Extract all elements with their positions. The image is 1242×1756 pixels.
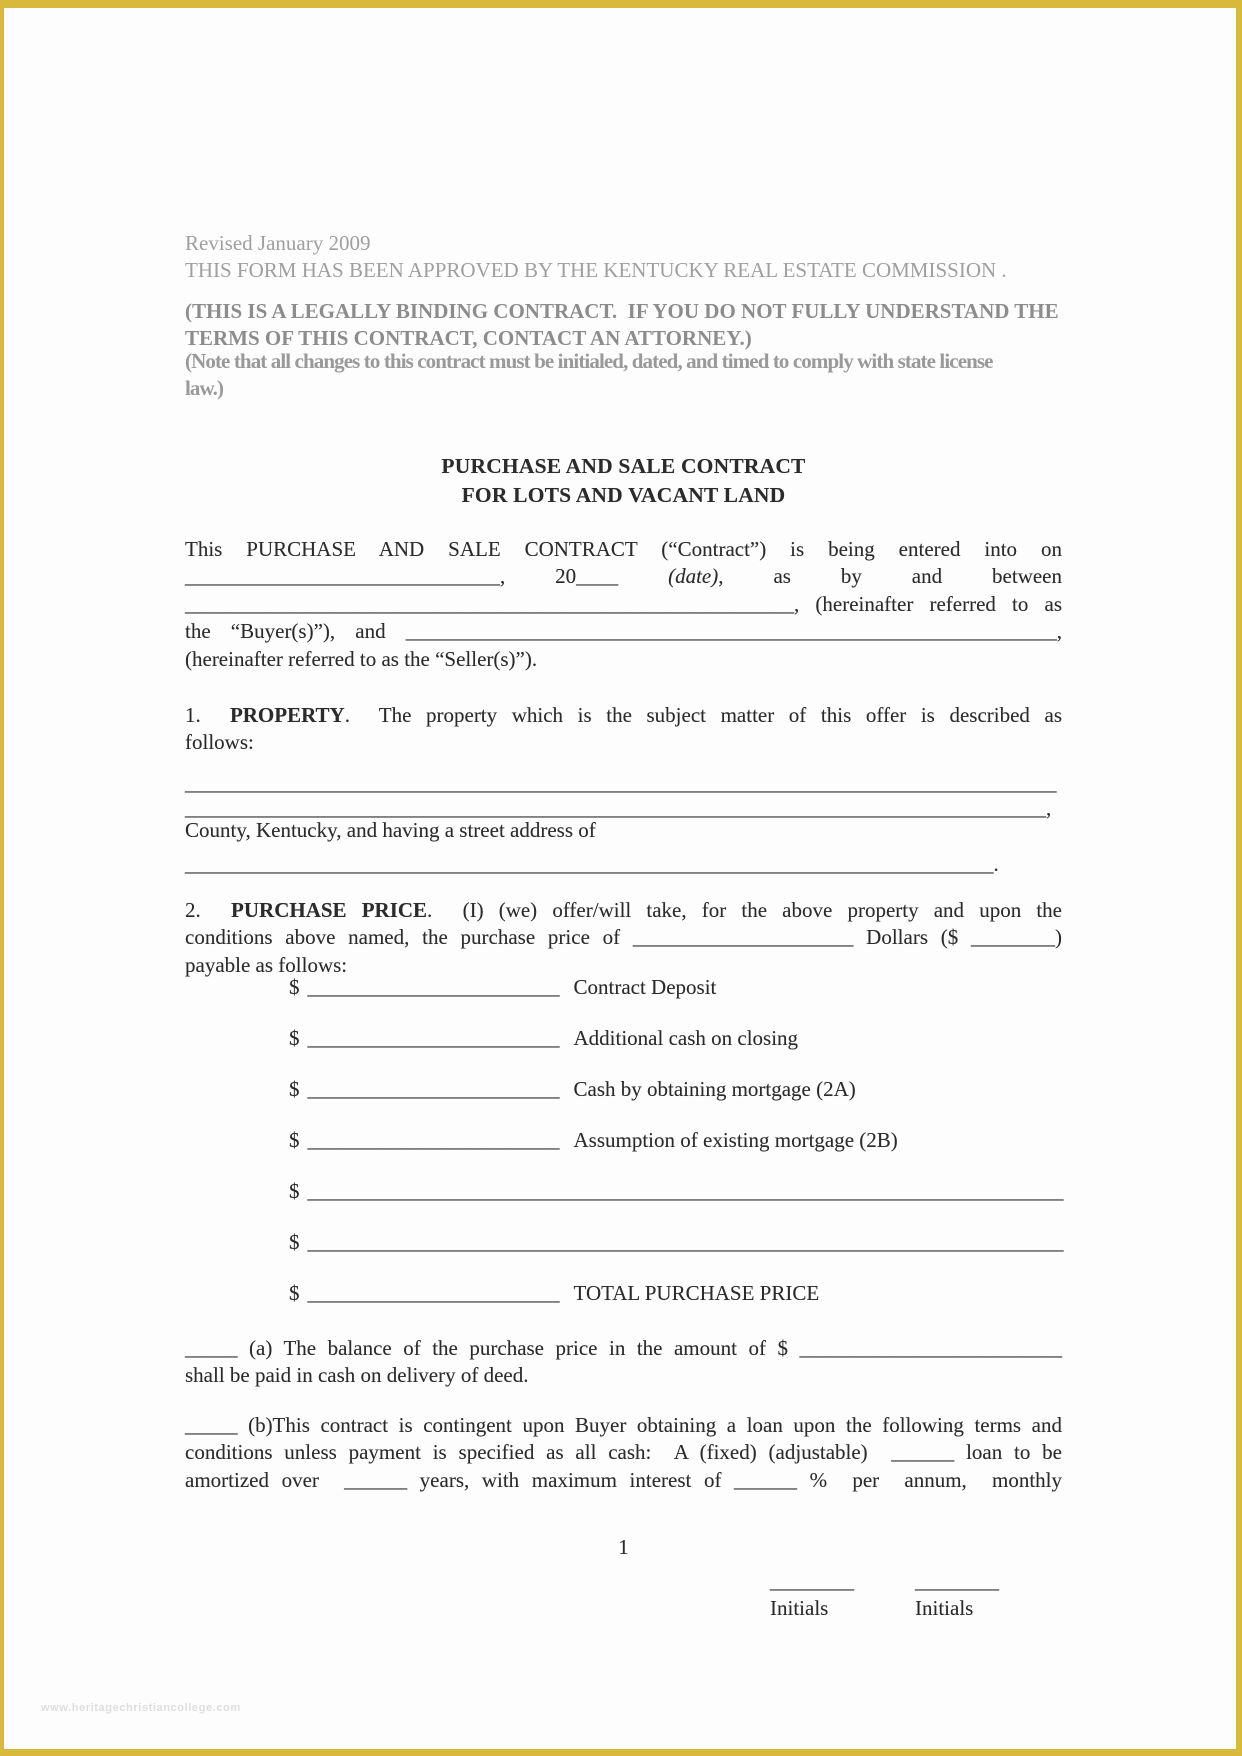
watermark-url: www.heritagechristiancollege.com: [41, 1702, 241, 1714]
blank-field: ________________________: [307, 1026, 560, 1050]
text-line: [185, 1127, 1062, 1178]
text-line: [185, 729, 1062, 756]
initials-label: Initials: [770, 1596, 829, 1620]
text-segment: (hereinafter referred to as the “Seller(s)”).: [185, 646, 538, 671]
text-line: [185, 591, 1062, 618]
text-segment: follows:: [185, 730, 254, 755]
text-line: [185, 1439, 1062, 1466]
text-segment: $: [289, 1077, 300, 1101]
blank-field: ________________________: [307, 1128, 560, 1152]
text-segment: THIS FORM HAS BEEN APPROVED BY THE KENTUCKY REAL ESTATE COMMISSION .: [185, 258, 1007, 283]
section-2-purchase-price: [185, 897, 1062, 979]
text-line: [185, 481, 1062, 510]
page-number: 1: [618, 1535, 629, 1559]
blank-field: ________________________: [307, 1281, 560, 1305]
document-title: [185, 452, 1062, 509]
text-line: [185, 452, 1062, 481]
section-1-property: [185, 702, 1062, 757]
text-segment: Contract Deposit: [573, 975, 717, 999]
blank-field: ________________________: [307, 975, 560, 999]
text-segment: $: [289, 1179, 300, 1203]
text-segment: FOR LOTS AND VACANT LAND: [461, 482, 786, 507]
property-blank-line-3: _____________________________________________________________________________.: [185, 852, 999, 876]
text-segment: __________________________________________________________, (hereinafter referred to as: [185, 591, 1062, 616]
text-segment: 1.: [185, 703, 230, 727]
text-segment: shall be paid in cash on delivery of deed.: [185, 1363, 529, 1388]
text-line: [185, 230, 1062, 257]
clause-a-balance: [185, 1335, 1062, 1390]
text-line: [185, 1362, 1062, 1389]
text-line: [185, 536, 1062, 563]
text-segment: . (I) (we) offer/will take, for the above property and upon the: [427, 898, 1063, 922]
intro-paragraph: [185, 536, 1062, 673]
text-segment: amortized over ______ years, with maximum interest of ______ % per annum, monthly: [185, 1467, 1062, 1492]
property-blank-line-2: __________________________________________________________________________________,: [185, 796, 1052, 820]
text-segment: _____ (b)This contract is contingent upon Buyer obtaining a loan upon the following terms and: [185, 1413, 1062, 1437]
text-segment: This PURCHASE AND SALE CONTRACT (“Contract”) is being entered into on: [185, 537, 1062, 561]
text-line: [185, 618, 1062, 645]
text-line: [185, 563, 1062, 590]
payment-schedule: [185, 974, 1062, 1331]
text-segment: . The property which is the subject matter of this offer is described as: [344, 703, 1062, 727]
text-line: [185, 1178, 1062, 1229]
text-segment: , as by and between: [718, 564, 1063, 589]
text-line: [185, 1467, 1062, 1494]
text-line: [185, 1280, 1062, 1331]
text-line: [185, 924, 1062, 951]
property-blank-line-1: ___________________________________________________________________________________: [185, 771, 1057, 795]
text-segment: $: [289, 1230, 300, 1254]
text-segment: $: [289, 1281, 300, 1305]
text-segment: TOTAL PURCHASE PRICE: [573, 1281, 820, 1305]
text-segment: Revised January 2009: [185, 231, 371, 255]
blank-field: ________________________________________________________________________: [307, 1230, 1064, 1254]
revision-approval-note: [185, 230, 1062, 285]
text-segment: TERMS OF THIS CONTRACT, CONTACT AN ATTORNEY.): [185, 326, 752, 351]
text-line: [185, 1412, 1062, 1439]
text-line: [185, 974, 1062, 1025]
changes-initialed-note: [185, 348, 1062, 403]
text-segment: (THIS IS A LEGALLY BINDING CONTRACT. IF YOU DO NOT FULLY UNDERSTAND THE: [185, 299, 1059, 323]
blank-field: ________________________: [307, 1077, 560, 1101]
text-line: [185, 702, 1062, 729]
blank-field: ________________________________________________________________________: [307, 1179, 1064, 1203]
text-segment: PURCHASE AND SALE CONTRACT: [441, 454, 806, 478]
text-segment: Assumption of existing mortgage (2B): [573, 1128, 898, 1152]
text-segment: conditions unless payment is specified as all cash: A (fixed) (adjustable) ______ loan to be: [185, 1440, 1062, 1465]
text-segment: conditions above named, the purchase price of _____________________ Dollars ($ ________): [185, 925, 1062, 950]
text-line: [185, 1076, 1062, 1127]
text-line: [185, 257, 1062, 284]
text-segment: _____ (a) The balance of the purchase price in the amount of $ _________________________: [185, 1336, 1062, 1360]
text-segment: ______________________________, 20____: [185, 564, 669, 589]
initials-label: Initials: [915, 1596, 974, 1620]
text-segment: $: [289, 1026, 300, 1050]
text-line: [185, 646, 1062, 673]
text-line: [185, 1025, 1062, 1076]
county-line: County, Kentucky, and having a street address of: [185, 818, 596, 842]
text-segment: PROPERTY: [229, 703, 345, 727]
text-segment: Additional cash on closing: [573, 1026, 799, 1050]
text-segment: 2.: [185, 898, 232, 922]
text-line: [185, 1335, 1062, 1362]
text-segment: $: [289, 1128, 300, 1152]
text-line: [185, 375, 1062, 402]
text-segment: (date): [668, 564, 719, 589]
clause-b-loan-contingency: [185, 1412, 1062, 1494]
text-segment: (Note that all changes to this contract must be initialed, dated, and timed to comply with state license: [185, 349, 993, 373]
text-segment: law.): [185, 376, 224, 401]
initials-block-right: [915, 1568, 1025, 1622]
text-segment: PURCHASE PRICE: [231, 898, 428, 922]
text-line: [185, 1229, 1062, 1280]
initials-blank-line: ________: [770, 1569, 854, 1593]
text-segment: payable as follows:: [185, 952, 348, 977]
text-line: [185, 897, 1062, 924]
text-line: [185, 298, 1062, 325]
text-segment: the “Buyer(s)”), and ______________________________________________________________,: [185, 619, 1062, 644]
text-line: [185, 348, 1062, 375]
initials-blank-line: ________: [915, 1569, 999, 1593]
initials-block-left: [770, 1568, 880, 1622]
binding-contract-warning: [185, 298, 1062, 353]
text-segment: Cash by obtaining mortgage (2A): [573, 1077, 856, 1101]
text-segment: $: [289, 975, 300, 999]
